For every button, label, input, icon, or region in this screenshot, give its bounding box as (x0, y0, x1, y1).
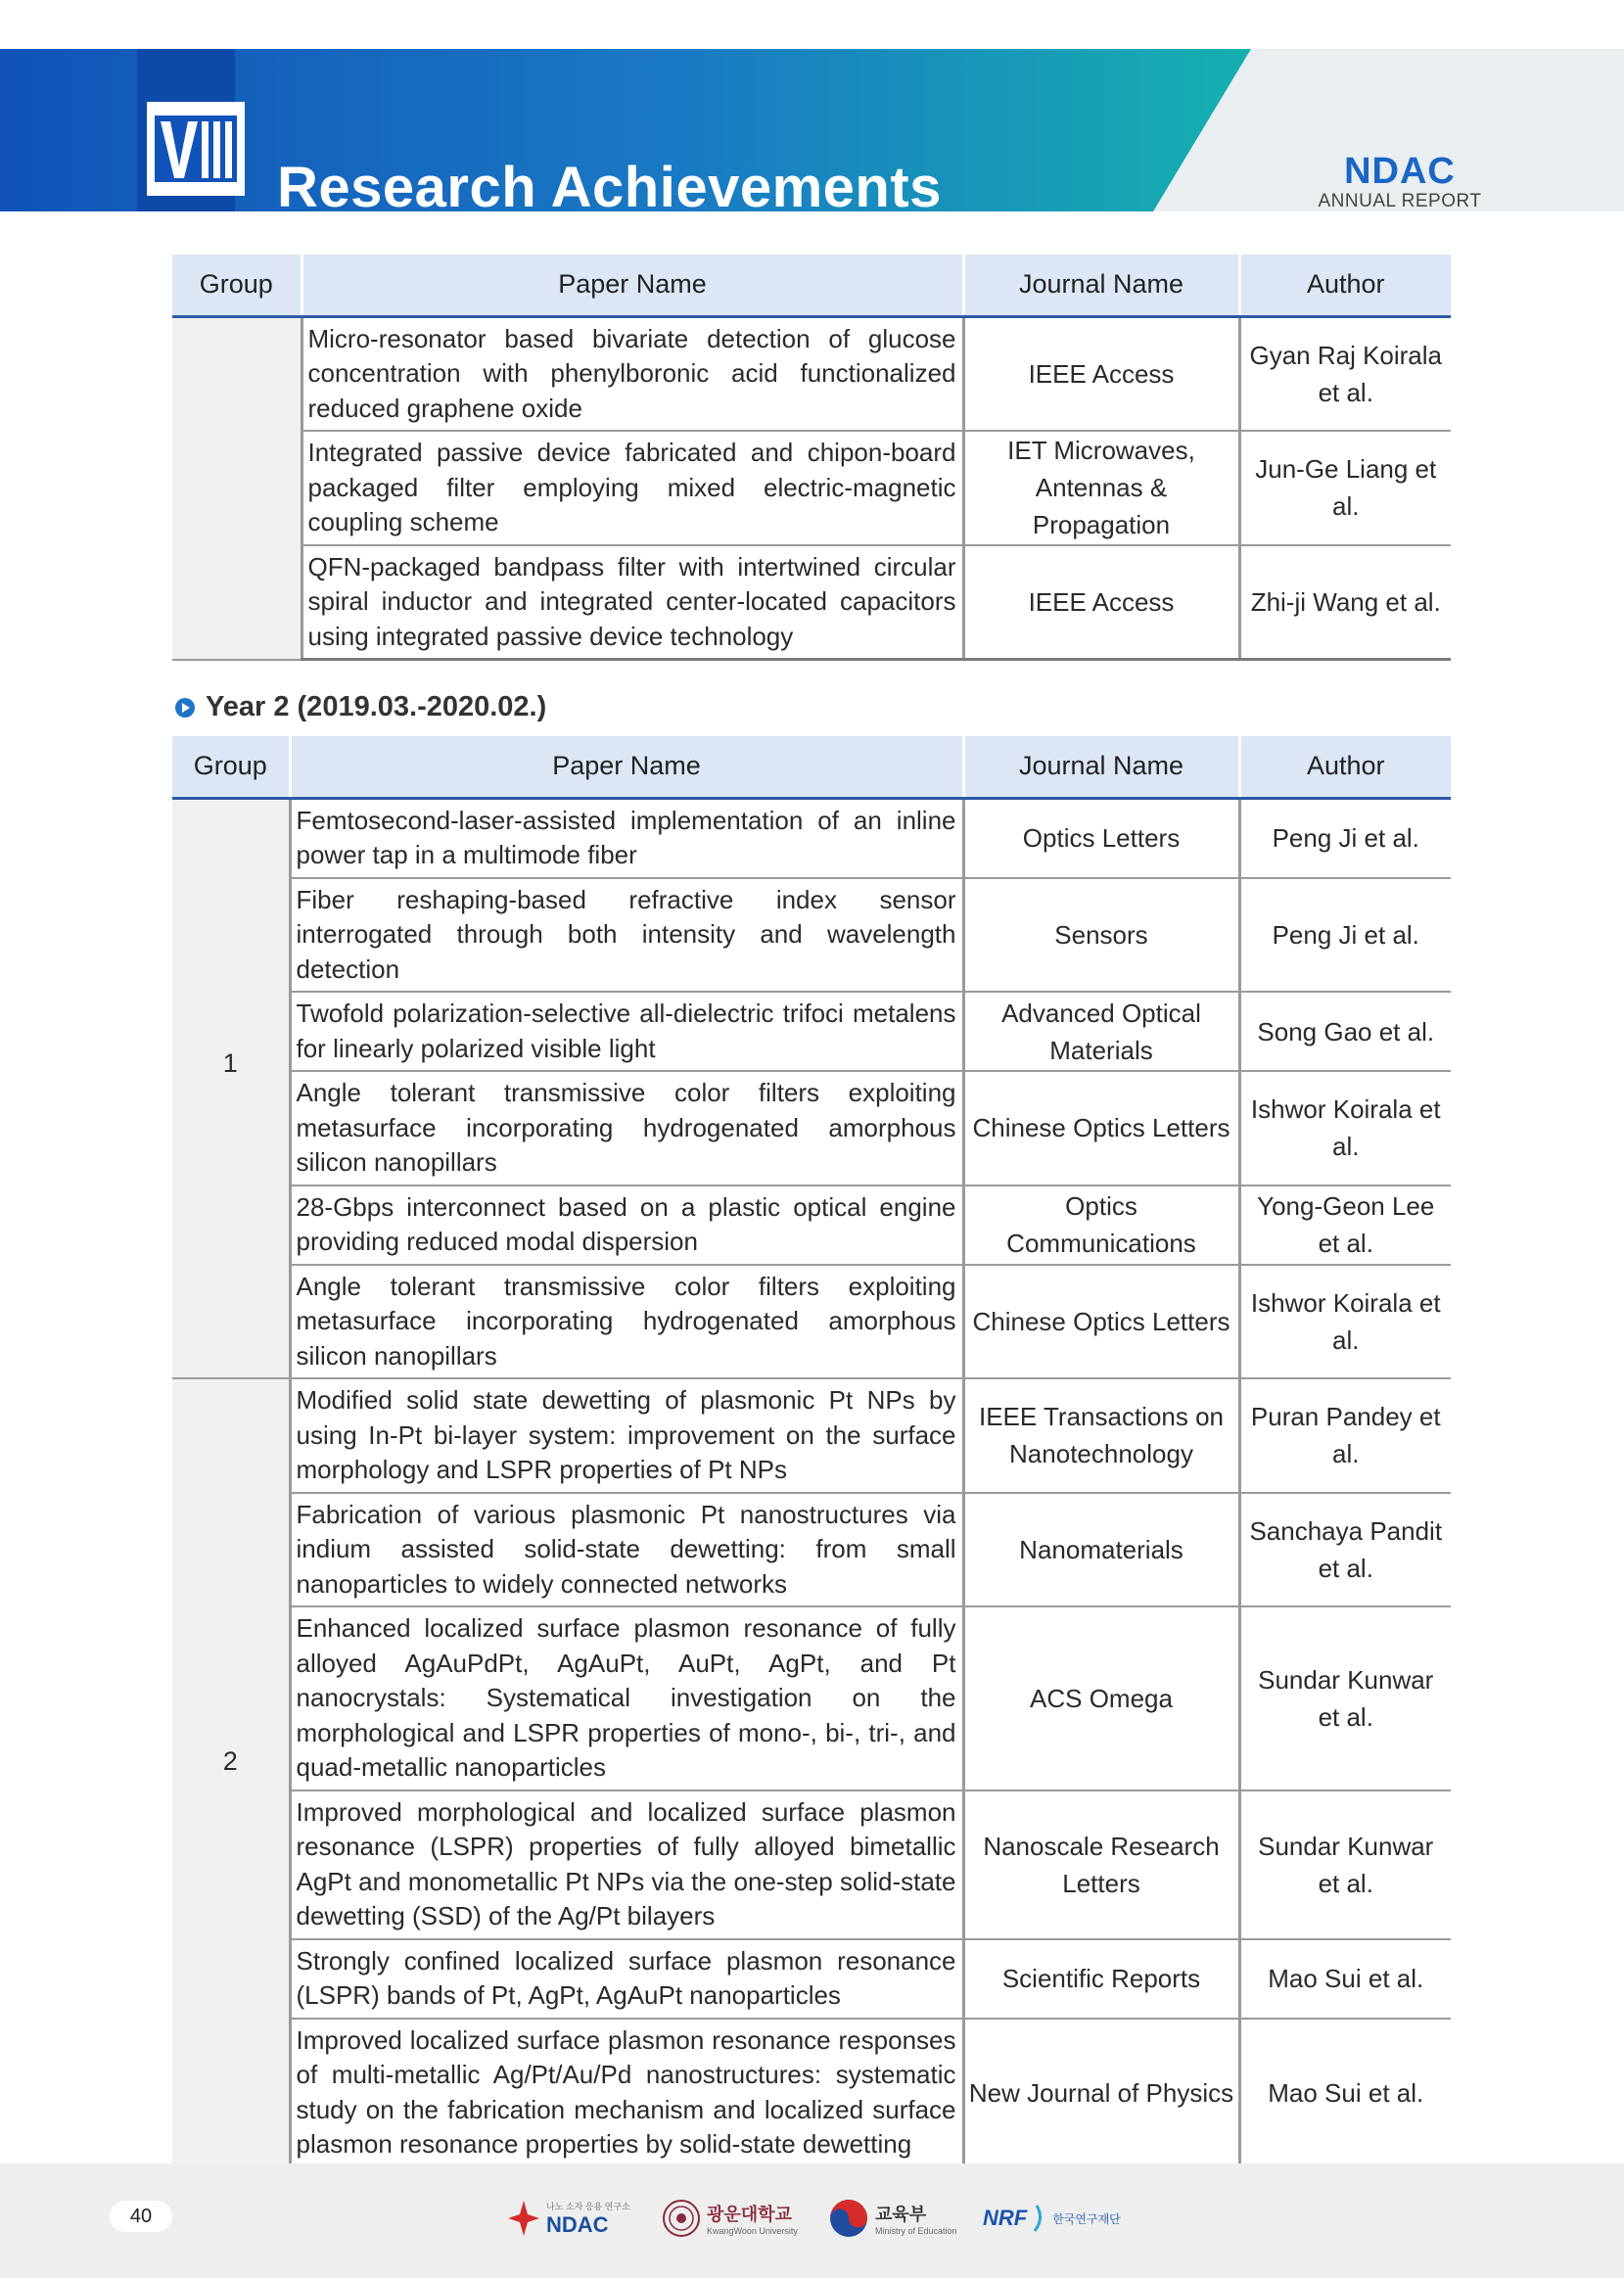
journal-name: ACS Omega (963, 1606, 1239, 1790)
journal-name: IEEE Access (963, 316, 1239, 431)
author-name: Jun-Ge Liang et al. (1239, 431, 1451, 545)
paper-name: QFN-packaged bandpass filter with intertwined circular spiral inductor and integrated center-located capacitors using integrated passive device technology (302, 545, 963, 660)
ndac-logo-text: NDAC (546, 2211, 609, 2237)
table-row (172, 316, 1451, 431)
col-header-group: Group (172, 255, 302, 316)
table-row (172, 878, 1451, 993)
moe-logo (828, 2193, 957, 2244)
group-cell: 1 (172, 798, 290, 1378)
table-row (172, 1606, 1451, 1790)
paper-name: Integrated passive device fabricated and chipon-board packaged filter employing mixed electric-magnetic coupling scheme (302, 431, 963, 545)
ndac-star-icon (507, 2199, 540, 2238)
table-row (172, 1493, 1451, 1607)
moe-logo-text: 교육부 (875, 2205, 927, 2224)
col-header-group: Group (172, 736, 290, 798)
paper-name: Modified solid state dewetting of plasmonic Pt NPs by using In-Pt bi-layer system: improvement on the surface morphology and LSPR properties of Pt NPs (290, 1378, 963, 1493)
table-row (172, 545, 1451, 660)
author-name: Sundar Kunwar et al. (1239, 1606, 1451, 1790)
journal-name: Optics Communications (963, 1185, 1239, 1265)
papers-table-year-2 (172, 736, 1451, 2169)
table-row (172, 2019, 1451, 2168)
col-header-journal: Journal Name (963, 255, 1239, 316)
paper-name: Enhanced localized surface plasmon resonance of fully alloyed AgAuPdPt, AgAuPt, AuPt, AgPt, and Pt nanocrystals: Systematical investigation on the morphological and LSPR properties of mono-, bi-, tri-, and quad-metallic nanoparticles (290, 1606, 963, 1790)
table-header-row (172, 736, 1451, 798)
table-row (172, 992, 1451, 1071)
journal-name: Nanomaterials (963, 1493, 1239, 1607)
table-row (172, 1071, 1451, 1185)
journal-name: Advanced Optical Materials (963, 992, 1239, 1071)
author-name: Mao Sui et al. (1239, 2019, 1451, 2168)
taegeuk-icon (828, 2198, 869, 2239)
group-cell (172, 316, 302, 660)
paper-name: Fabrication of various plasmonic Pt nanostructures via indium assisted solid-state dewetting: from small nanoparticles to widely connected networks (290, 1493, 963, 1607)
journal-name: IEEE Transactions on Nanotechnology (963, 1378, 1239, 1493)
page-footer (0, 2163, 1624, 2278)
page-title: Research Achievements (277, 156, 942, 219)
author-name: Yong-Geon Lee et al. (1239, 1185, 1451, 1265)
play-bullet-icon (174, 697, 196, 719)
author-name: Mao Sui et al. (1239, 1939, 1451, 2019)
table-row (172, 1939, 1451, 2019)
table-row (172, 1265, 1451, 1379)
kwangwoon-logo-sub: KwangWoon University (707, 2226, 798, 2236)
journal-name: IEEE Access (963, 545, 1239, 660)
page-number: 40 (110, 2201, 172, 2232)
paper-name: Twofold polarization-selective all-dielectric trifoci metalens for linearly polarized visible light (290, 992, 963, 1071)
papers-table-continued (172, 255, 1451, 661)
journal-name: IET Microwaves, Antennas & Propagation (963, 431, 1239, 545)
col-header-journal: Journal Name (963, 736, 1239, 798)
author-name: Puran Pandey et al. (1239, 1378, 1451, 1493)
journal-name: Optics Letters (963, 798, 1239, 878)
nrf-logo-sub: 한국연구재단 (1052, 2211, 1121, 2226)
section-heading-text: Year 2 (2019.03.-2020.02.) (206, 691, 547, 722)
paper-name: 28-Gbps interconnect based on a plastic optical engine providing reduced modal dispersion (290, 1185, 963, 1265)
brand-name: NDAC (1344, 151, 1456, 192)
col-header-author: Author (1239, 736, 1451, 798)
author-name: Sundar Kunwar et al. (1239, 1790, 1451, 1939)
section-heading-year-2 (174, 691, 546, 723)
col-header-author: Author (1239, 255, 1451, 316)
moe-logo-sub: Ministry of Education (875, 2226, 957, 2236)
nrf-swoosh-icon (1033, 2204, 1046, 2233)
journal-name: New Journal of Physics (963, 2019, 1239, 2168)
brand-logo (1312, 153, 1488, 213)
brand-subtitle: ANNUAL REPORT (1318, 191, 1482, 211)
group-cell: 2 (172, 1378, 290, 2167)
table-row (172, 431, 1451, 545)
author-name: Peng Ji et al. (1239, 798, 1451, 878)
col-header-paper: Paper Name (302, 255, 963, 316)
journal-name: Nanoscale Research Letters (963, 1790, 1239, 1939)
paper-name: Fiber reshaping-based refractive index sensor interrogated through both intensity and wavelength detection (290, 878, 963, 993)
table-row (172, 1185, 1451, 1265)
paper-name: Improved localized surface plasmon resonance responses of multi-metallic Ag/Pt/Au/Pd nanostructures: systematic study on the fabrication mechanism and localized surface plasmon resonance properties by solid-state dewetting (290, 2019, 963, 2168)
journal-name: Chinese Optics Letters (963, 1265, 1239, 1379)
page-header (0, 49, 1624, 219)
paper-name: Femtosecond-laser-assisted implementation of an inline power tap in a multimode fiber (290, 798, 963, 878)
kwangwoon-logo-text: 광운대학교 (707, 2205, 792, 2224)
journal-name: Sensors (963, 878, 1239, 993)
author-name: Zhi-ji Wang et al. (1239, 545, 1451, 660)
nrf-logo (983, 2193, 1121, 2244)
paper-name: Micro-resonator based bivariate detection of glucose concentration with phenylboronic acid functionalized reduced graphene oxide (302, 316, 963, 431)
journal-name: Scientific Reports (963, 1939, 1239, 2019)
ndac-logo (507, 2193, 630, 2244)
roman-numeral-icon (147, 102, 245, 196)
paper-name: Angle tolerant transmissive color filters exploiting metasurface incorporating hydrogenated amorphous silicon nanopillars (290, 1071, 963, 1185)
author-name: Ishwor Koirala et al. (1239, 1265, 1451, 1379)
author-name: Song Gao et al. (1239, 992, 1451, 1071)
paper-name: Improved morphological and localized surface plasmon resonance (LSPR) properties of fully alloyed bimetallic AgPt and monometallic Pt NPs via the one-step solid-state dewetting (SSD) of the Ag/Pt bilayers (290, 1790, 963, 1939)
table-row (172, 1378, 1451, 1493)
paper-name: Angle tolerant transmissive color filters exploiting metasurface incorporating hydrogenated amorphous silicon nanopillars (290, 1265, 963, 1379)
col-header-paper: Paper Name (290, 736, 963, 798)
kwangwoon-logo (662, 2193, 798, 2244)
university-seal-icon (662, 2199, 701, 2238)
journal-name: Chinese Optics Letters (963, 1071, 1239, 1185)
table-row (172, 798, 1451, 878)
table-header-row (172, 255, 1451, 316)
author-name: Peng Ji et al. (1239, 878, 1451, 993)
ndac-logo-sub: 나노 소자 응용 연구소 (546, 2201, 630, 2211)
author-name: Gyan Raj Koirala et al. (1239, 316, 1451, 431)
table-row (172, 1790, 1451, 1939)
nrf-logo-text: NRF (983, 2206, 1028, 2230)
author-name: Ishwor Koirala et al. (1239, 1071, 1451, 1185)
paper-name: Strongly confined localized surface plasmon resonance (LSPR) bands of Pt, AgPt, AgAuPt nanoparticles (290, 1939, 963, 2019)
author-name: Sanchaya Pandit et al. (1239, 1493, 1451, 1607)
